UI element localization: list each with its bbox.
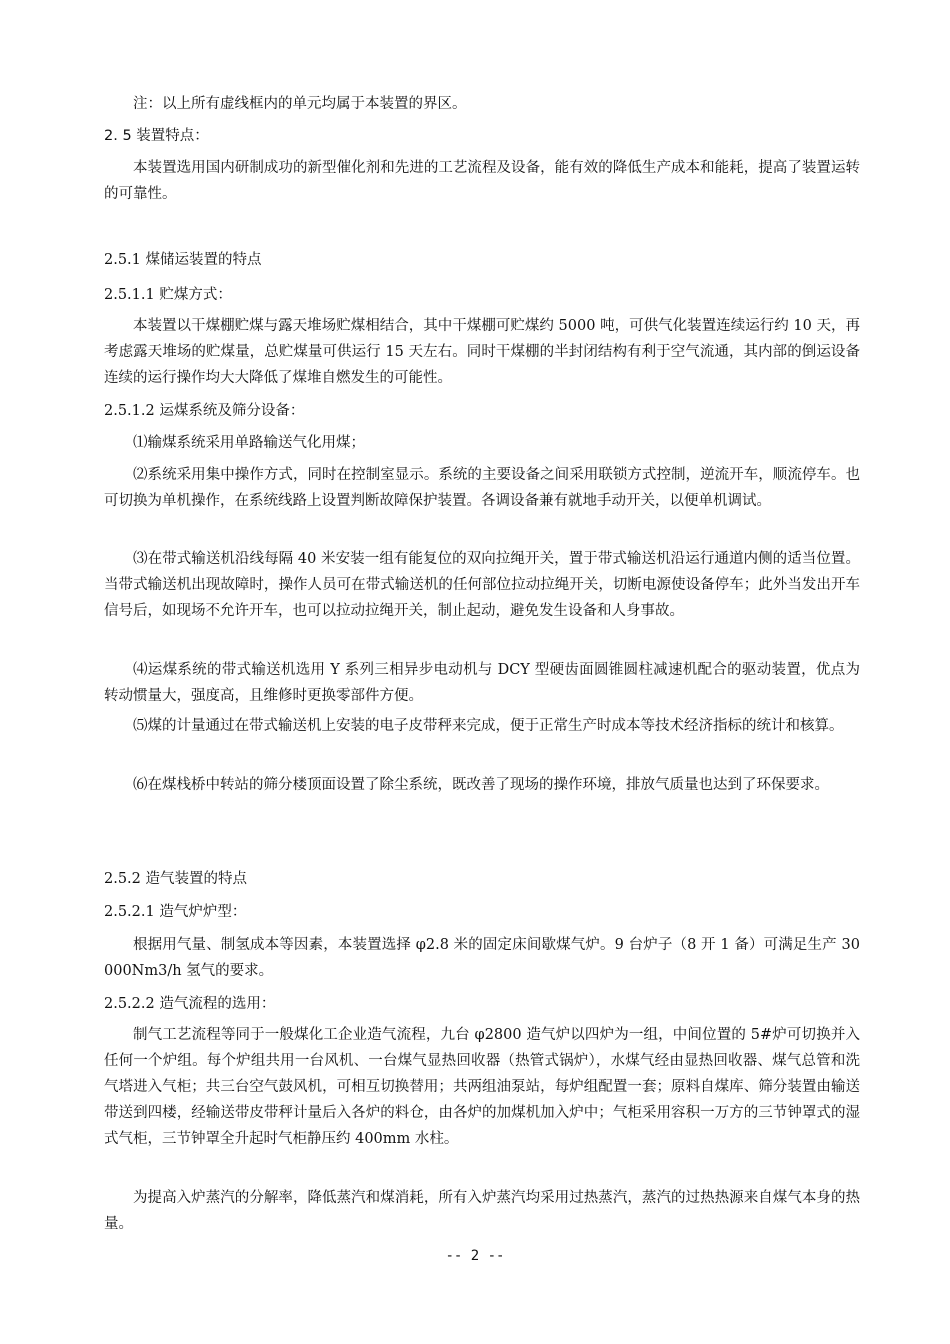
coal-transport-item-1: ⑴输煤系统采用单路输送气化用煤； [133, 435, 365, 451]
coal-transport-item-4: ⑷运煤系统的带式输送机选用 Y 系列三相异步电动机与 DCY 型硬齿面圆锥圆柱减速机配合的驱动装置，优点为转动惯量大，强度高，且维修时更换零部件方便。 [104, 662, 860, 704]
coal-transport-heading: 2.5.1.2 运煤系统及筛分设备： [104, 403, 305, 419]
coal-storage-heading: 2.5.1.1 贮煤方式： [104, 287, 232, 303]
section-2-5-2-heading: 2.5.2 造气装置的特点 [104, 871, 248, 887]
gas-process-text: 制气工艺流程等同于一般煤化工企业造气流程，九台 φ2800 造气炉以四炉为一组，中间位置的 5#炉可切换并入任何一个炉组。每个炉组共用一台风机、一台煤气显热回收器（热管式锅炉），水煤气经由显热回收器、煤气总管和洗气塔进入气柜；共三台空气鼓风机，可相互切换替用；共两组油泵站，每炉组配置一套；原料自煤库、筛分装置由输送带送到四楼，经输送带皮带秤计量后入各炉的料仓，由各炉的加煤机加入炉中；气柜采用容积一万方的三节钟罩式的湿式气柜，三节钟罩全升起时气柜静压约 400mm 水柱。 [104, 1027, 860, 1147]
page-number: -- 2 -- [445, 1248, 505, 1264]
furnace-type-text: 根据用气量、制氢成本等因素，本装置选择 φ2.8 米的固定床间歇煤气炉。9 台炉子（8 开 1 备）可满足生产 30000Nm3/h 氢气的要求。 [104, 937, 860, 979]
section-2-5-1-heading: 2.5.1 煤储运装置的特点 [104, 252, 262, 268]
coal-storage-text: 本装置以干煤棚贮煤与露天堆场贮煤相结合，其中干煤棚可贮煤约 5000 吨，可供气化装置连续运行约 10 天，再考虑露天堆场的贮煤量，总贮煤量可供运行 15 天左右。同时干煤棚的半封闭结构有利于空气流通，其内部的倒运设备连续的运行操作均大大降低了煤堆自燃发生的可能性。 [104, 318, 860, 386]
gas-process-heading: 2.5.2.2 造气流程的选用： [104, 996, 276, 1012]
boundary-note: 注：以上所有虚线框内的单元均属于本装置的界区。 [133, 96, 467, 112]
section-2-5-intro: 本装置选用国内研制成功的新型催化剂和先进的工艺流程及设备，能有效的降低生产成本和能耗，提高了装置运转的可靠性。 [104, 160, 860, 202]
steam-text: 为提高入炉蒸汽的分解率，降低蒸汽和煤消耗，所有入炉蒸汽均采用过热蒸汽，蒸汽的过热热源来自煤气本身的热量。 [104, 1190, 860, 1232]
furnace-type-heading: 2.5.2.1 造气炉炉型： [104, 904, 247, 920]
coal-transport-item-2: ⑵系统采用集中操作方式，同时在控制室显示。系统的主要设备之间采用联锁方式控制，逆流开车，顺流停车。也可切换为单机操作，在系统线路上设置判断故障保护装置。各调设备兼有就地手动开关，以便单机调试。 [104, 467, 860, 509]
coal-transport-item-3: ⑶在带式输送机沿线每隔 40 米安装一组有能复位的双向拉绳开关，置于带式输送机沿运行通道内侧的适当位置。当带式输送机出现故障时，操作人员可在带式输送机的任何部位拉动拉绳开关，切断电源使设备停车；此外当发出开车信号后，如现场不允许开车，也可以拉动拉绳开关，制止起动，避免发生设备和人身事故。 [104, 551, 860, 619]
section-2-5-heading: 2. 5 装置特点： [104, 128, 209, 144]
coal-transport-item-6: ⑹在煤栈桥中转站的筛分楼顶面设置了除尘系统，既改善了现场的操作环境，排放气质量也达到了环保要求。 [133, 777, 829, 793]
coal-transport-item-5: ⑸煤的计量通过在带式输送机上安装的电子皮带秤来完成，便于正常生产时成本等技术经济指标的统计和核算。 [133, 718, 844, 734]
